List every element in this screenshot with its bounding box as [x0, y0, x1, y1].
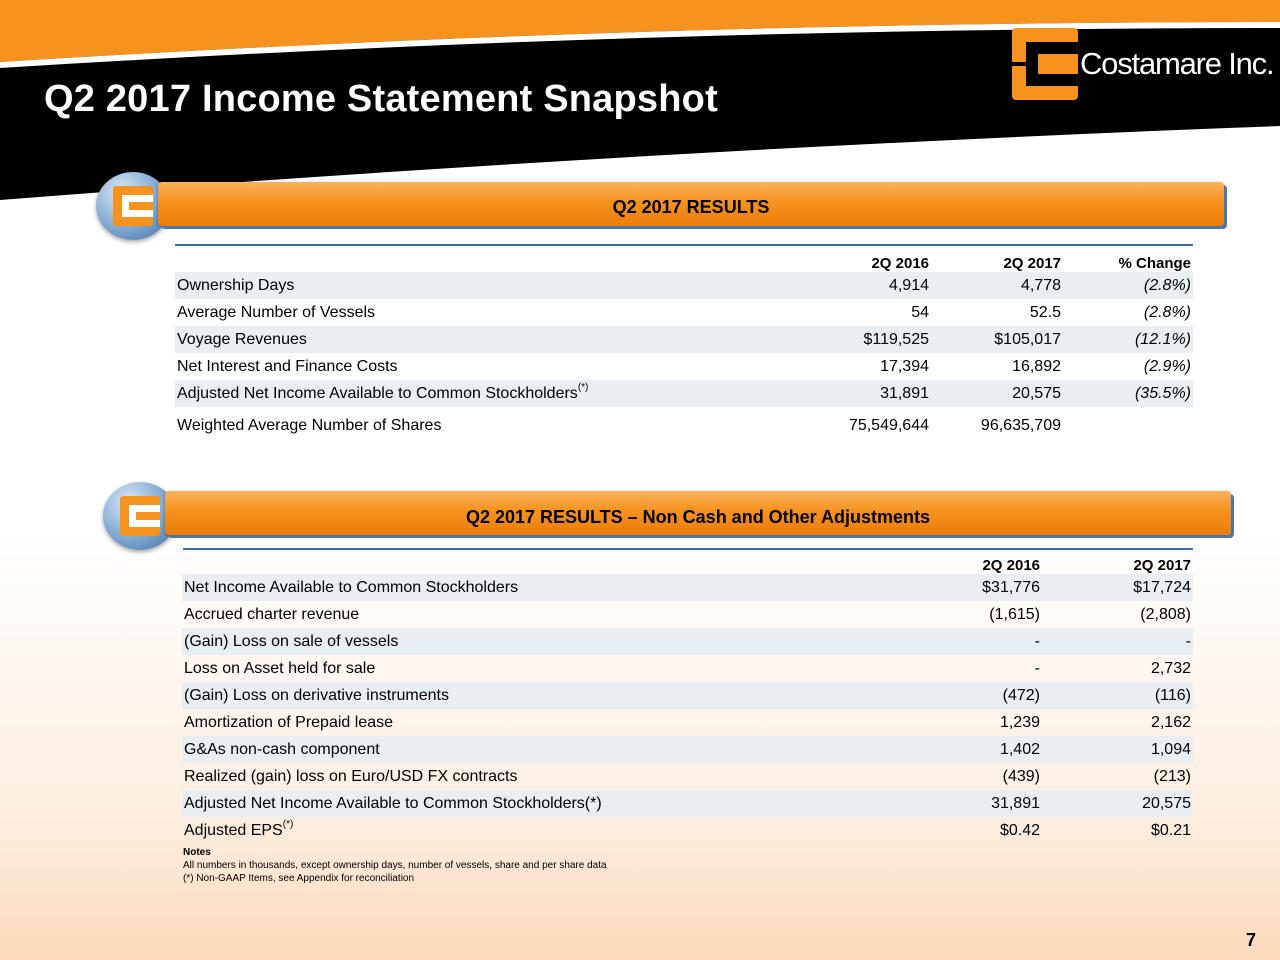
row-label: Net Interest and Finance Costs — [177, 357, 398, 375]
table-row — [175, 353, 1193, 380]
value-change: (2.8%) — [1063, 272, 1193, 299]
value-2q2016: 75,549,644 — [848, 417, 929, 434]
row-label: Amortization of Prepaid lease — [184, 713, 393, 731]
column-header: 2Q 2016 — [871, 255, 929, 272]
value-2q2016: - — [922, 628, 1042, 655]
table-row — [175, 407, 1193, 445]
value-change: (12.1%) — [1063, 326, 1193, 353]
footnote-marker: (*) — [282, 818, 294, 830]
row-label: Net Income Available to Common Stockholders — [182, 574, 922, 601]
value-2q2017: (116) — [1042, 682, 1193, 709]
row-label — [182, 817, 922, 844]
row-label-text: Adjusted EPS — [184, 821, 283, 839]
adjustments-table — [182, 550, 1193, 844]
footnote-marker: (*) — [577, 381, 589, 393]
value-2q2017: 96,635,709 — [980, 417, 1061, 434]
value-change: (2.9%) — [1143, 357, 1191, 375]
value-change: (35.5%) — [1063, 380, 1193, 407]
row-label: Ownership Days — [175, 272, 795, 299]
table-row — [182, 817, 1193, 844]
value-2q2016: 4,914 — [795, 272, 931, 299]
value-2q2017: 52.5 — [1029, 303, 1061, 321]
value-2q2017: 1,094 — [1042, 736, 1193, 763]
table-row — [182, 655, 1193, 682]
value-2q2016: 1,239 — [999, 713, 1040, 731]
value-2q2017: 2,732 — [1150, 659, 1191, 677]
section-banner: Q2 2017 RESULTS – Non Cash and Other Adjustments — [165, 491, 1231, 535]
notes — [183, 846, 607, 885]
row-label: G&As non-cash component — [182, 736, 922, 763]
value-change — [1063, 407, 1193, 445]
value-2q2017: 2,162 — [1150, 713, 1191, 731]
value-2q2017: 20,575 — [1042, 790, 1193, 817]
page-number: 7 — [1245, 930, 1256, 950]
table-row — [182, 574, 1193, 601]
table-row — [182, 601, 1193, 628]
table-row — [175, 380, 1193, 407]
column-header: 2Q 2017 — [1003, 255, 1061, 272]
value-2q2016: (1,615) — [989, 605, 1040, 623]
value-2q2016: 54 — [911, 303, 929, 321]
value-2q2016: $31,776 — [922, 574, 1042, 601]
table-row — [175, 299, 1193, 326]
value-2q2016: 31,891 — [795, 380, 931, 407]
value-2q2017: $0.21 — [1150, 821, 1191, 839]
value-2q2017: $105,017 — [931, 326, 1063, 353]
row-label-text: Adjusted Net Income Available to Common Stockholders — [177, 384, 578, 402]
value-2q2016: 1,402 — [922, 736, 1042, 763]
row-label: (Gain) Loss on derivative instruments — [182, 682, 922, 709]
note-line: (*) Non-GAAP Items, see Appendix for reconciliation — [183, 873, 415, 884]
notes-heading: Notes — [183, 847, 211, 858]
value-2q2016: (439) — [1002, 767, 1040, 785]
table-row — [182, 763, 1193, 790]
value-2q2017: 20,575 — [931, 380, 1063, 407]
table-row — [175, 272, 1193, 299]
value-2q2017: - — [1042, 628, 1193, 655]
table-header-row — [182, 550, 1193, 574]
value-2q2017: 16,892 — [1012, 357, 1061, 375]
value-2q2016: - — [1034, 659, 1040, 677]
company-logo — [1012, 28, 1274, 100]
row-label: Realized (gain) loss on Euro/USD FX contracts — [184, 767, 518, 785]
results-table — [175, 248, 1193, 445]
table-row — [182, 628, 1193, 655]
table-row — [182, 709, 1193, 736]
value-2q2017: (213) — [1153, 767, 1191, 785]
value-2q2016: (472) — [922, 682, 1042, 709]
value-change: (2.8%) — [1143, 303, 1191, 321]
value-2q2016: 31,891 — [922, 790, 1042, 817]
value-2q2017: 4,778 — [931, 272, 1063, 299]
column-header: % Change — [1118, 255, 1191, 272]
row-label — [175, 380, 795, 407]
divider — [175, 244, 1193, 246]
table-row — [175, 326, 1193, 353]
page-title: Q2 2017 Income Statement Snapshot — [44, 78, 718, 120]
costamare-mark-icon — [120, 496, 160, 536]
note-line: All numbers in thousands, except ownership days, number of vessels, share and per share data — [183, 860, 607, 871]
table-header-row — [175, 248, 1193, 272]
column-header: 2Q 2016 — [982, 557, 1040, 574]
row-label: Accrued charter revenue — [184, 605, 360, 623]
table-row — [182, 736, 1193, 763]
value-2q2016: 17,394 — [880, 357, 929, 375]
row-label: (Gain) Loss on sale of vessels — [182, 628, 922, 655]
row-label: Adjusted Net Income Available to Common Stockholders(*) — [182, 790, 922, 817]
column-header: 2Q 2017 — [1133, 557, 1191, 574]
costamare-mark-icon — [113, 186, 153, 226]
row-label: Weighted Average Number of Shares — [177, 417, 442, 434]
table-row — [182, 790, 1193, 817]
logo-text: Costamare Inc. — [1080, 46, 1274, 81]
costamare-logo-icon — [1012, 28, 1078, 100]
value-2q2017: $17,724 — [1042, 574, 1193, 601]
value-2q2017: (2,808) — [1140, 605, 1191, 623]
value-2q2016: $119,525 — [795, 326, 931, 353]
row-label: Average Number of Vessels — [177, 303, 376, 321]
row-label: Loss on Asset held for sale — [184, 659, 376, 677]
value-2q2016: $0.42 — [999, 821, 1040, 839]
table-row — [182, 682, 1193, 709]
row-label: Voyage Revenues — [175, 326, 795, 353]
section-banner: Q2 2017 RESULTS — [158, 182, 1224, 226]
